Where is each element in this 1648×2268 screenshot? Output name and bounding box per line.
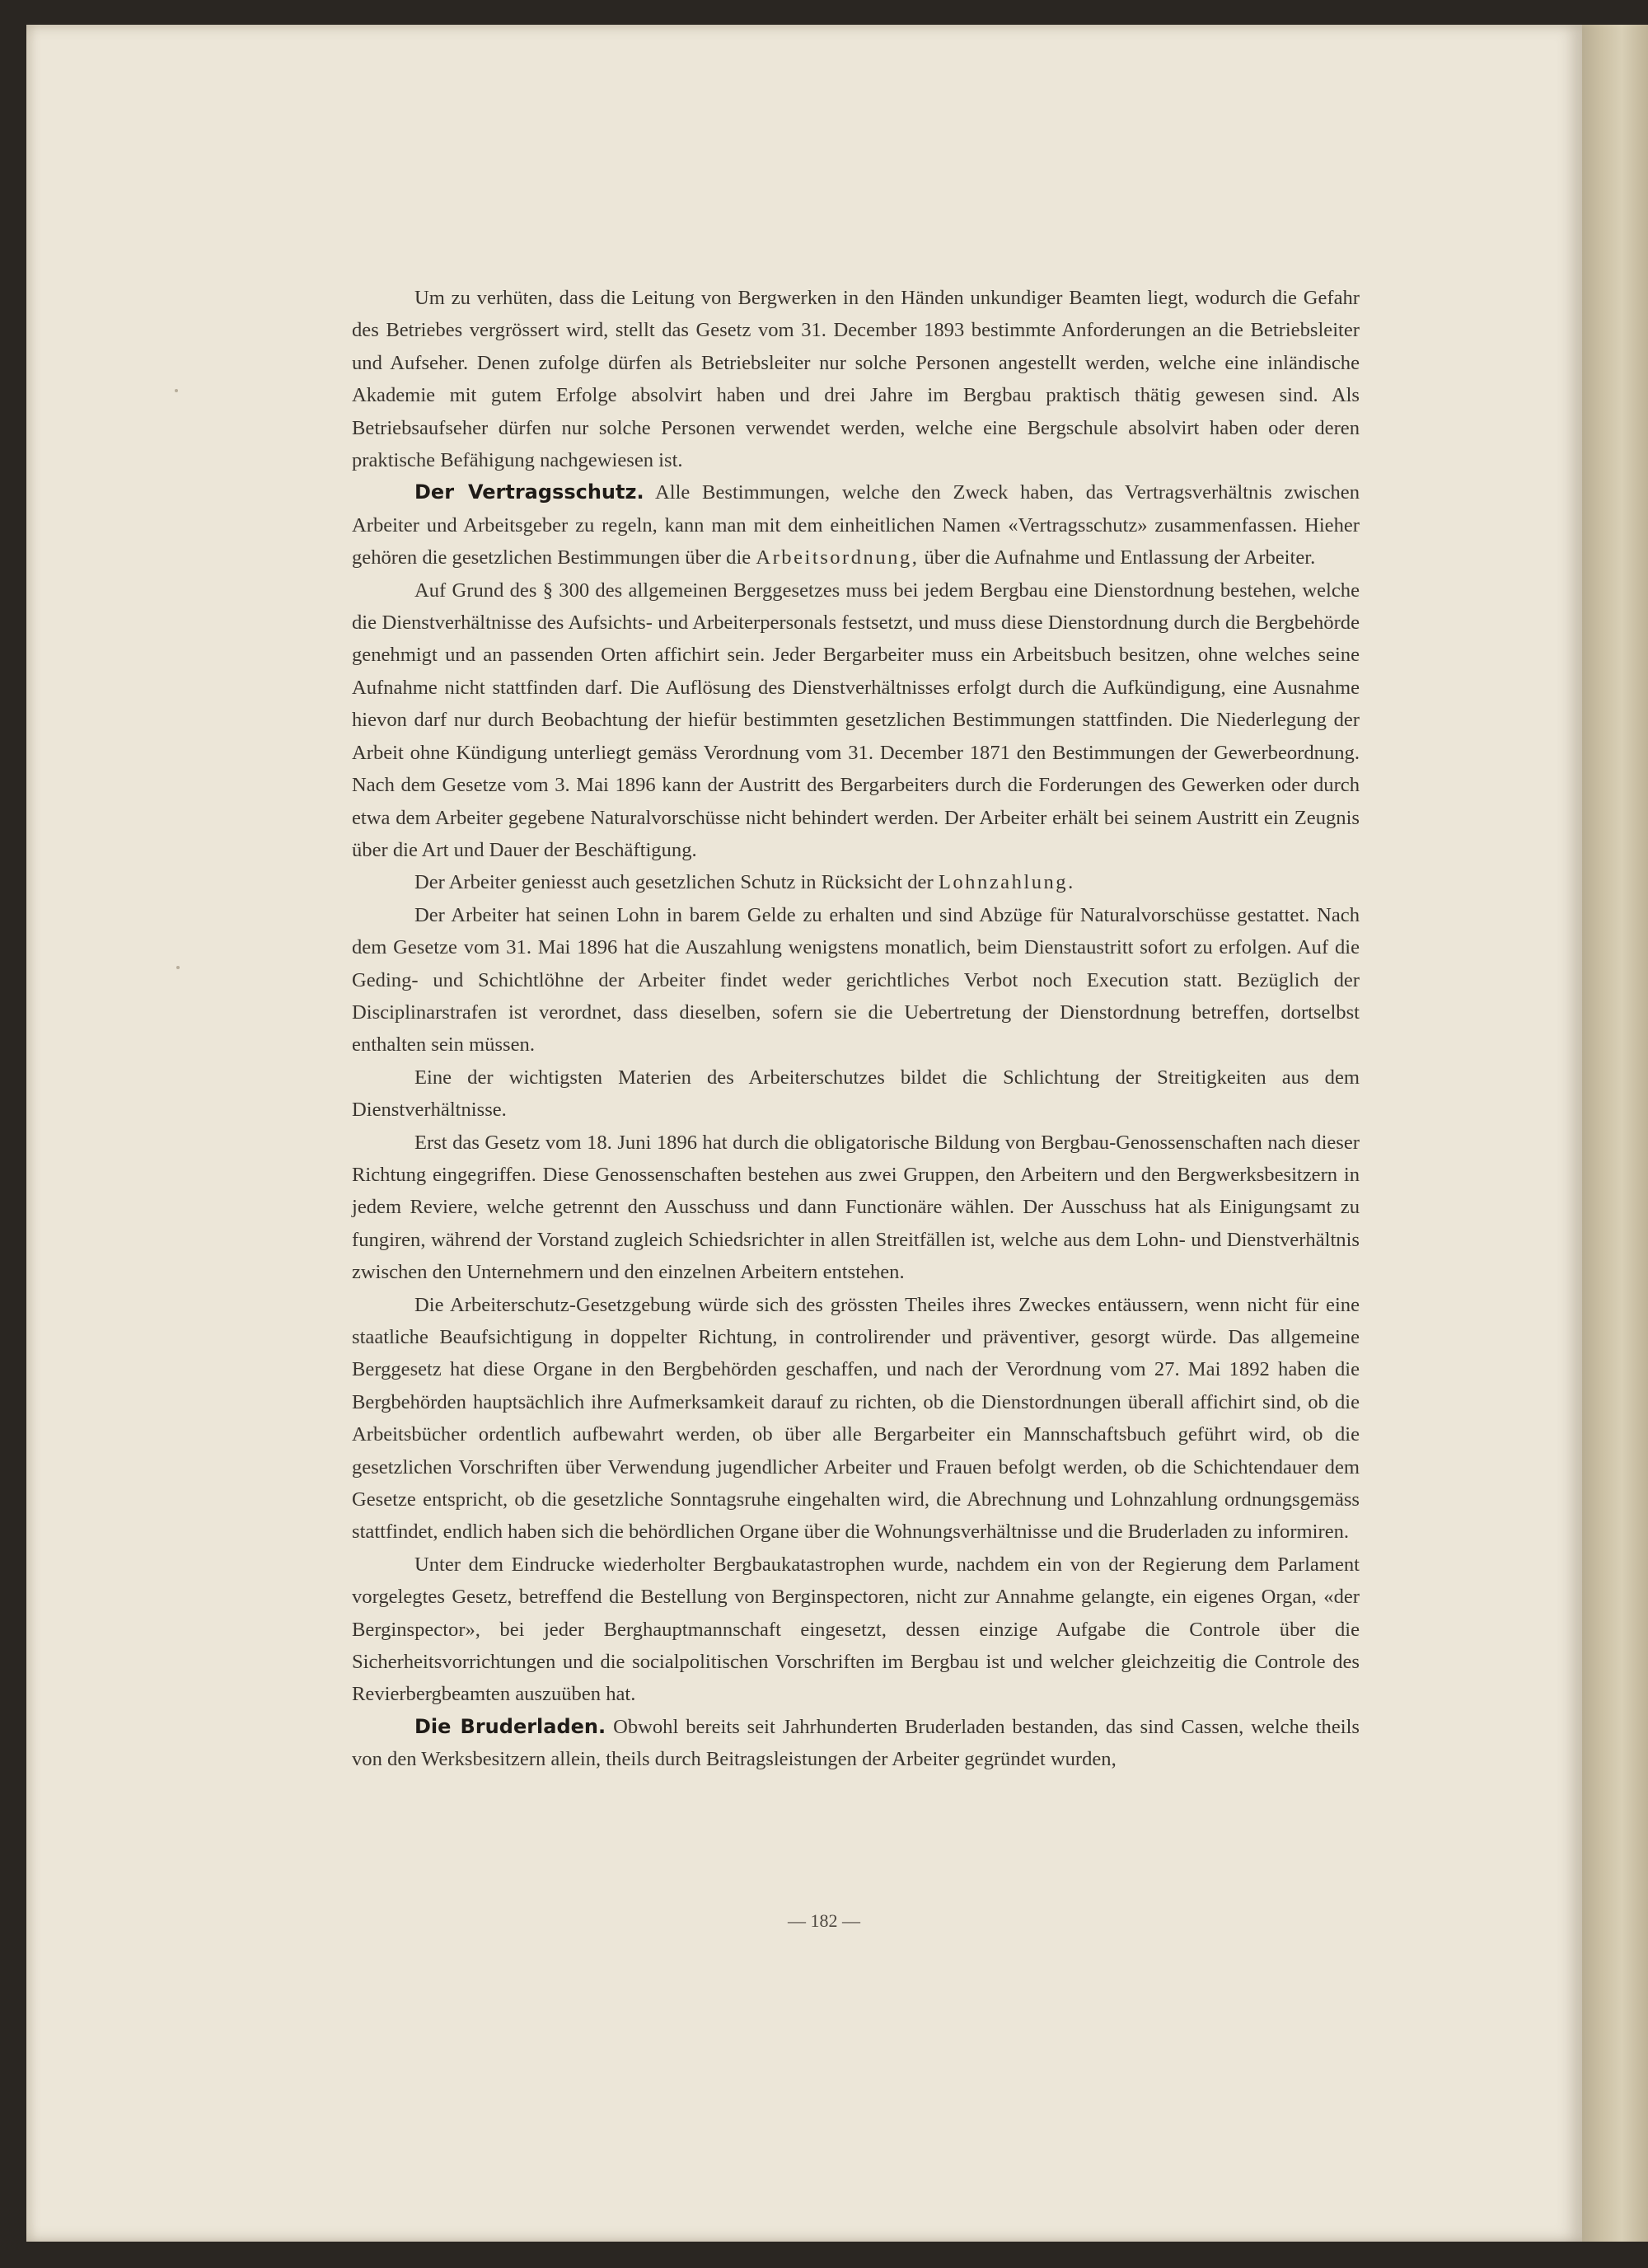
paragraph-berginspector: Unter dem Eindrucke wiederholter Bergbaukatastrophen wurde, nachdem ein von der Regierung dem Parlament vorgelegtes Gesetz, betreffend die Bestellung von Berginspectoren, nicht zur Annahme gelangte, ein eigenes Organ, «der Berginspector», bei jeder Berghauptmannschaft eingesetzt, dessen einzige Aufgabe die Controle über die Sicherheitsvorrichtungen und die socialpolitischen Vorschriften im Bergbau ist und welcher gleichzeitig die Controle des Revierbergbeamten auszuüben hat. <box>352 1553 1360 1706</box>
paragraph-beaufsichtigung: Die Arbeiterschutz-Gesetzgebung würde sich des grössten Theiles ihres Zweckes entäussern, wenn nicht für eine staatliche Beaufsichtigung in doppelter Richtung, in controlirender und präventiver, gesorgt würde. Das allgemeine Berggesetz hat diese Organe in den Bergbehörden geschaffen, und nach der Verordnung vom 27. Mai 1892 haben die Bergbehörden hauptsächlich ihre Aufmerksamkeit darauf zu richten, ob die Dienstordnungen überall affichirt sind, ob die Arbeitsbücher ordentlich aufbewahrt werden, ob über alle Bergarbeiter ein Mannschaftsbuch geführt wird, ob die gesetzlichen Vorschriften über Verwendung jugendlicher Arbeiter und Frauen befolgt werden, ob die Schichtendauer dem Gesetze entspricht, ob die gesetzliche Sonntagsruhe eingehalten wird, die Abrechnung und Lohnzahlung ordnungsgemäss stattfindet, endlich haben sich die behördlichen Organe über die Wohnungsverhältnisse und die Bruderladen zu informiren. <box>352 1293 1360 1544</box>
paragraph-bruderladen <box>352 1711 1360 1776</box>
emphasis-lohnzahlung: Lohnzahlung. <box>938 871 1075 894</box>
heading-vertragsschutz: Der Vertragsschutz. <box>414 480 644 504</box>
paper-speck <box>175 389 178 392</box>
paragraph-genossenschaften: Erst das Gesetz vom 18. Juni 1896 hat durch die obligatorische Bildung von Bergbau-Genossenschaften nach dieser Richtung eingegriffen. Diese Genossenschaften bestehen aus zwei Gruppen, den Arbeitern und den Bergwerksbesitzern in jedem Reviere, welche getrennt den Ausschuss und dann Functionäre wählen. Der Ausschuss hat als Einigungsamt zu fungiren, während der Vorstand zugleich Schiedsrichter in allen Streitfällen ist, welche aus dem Lohn- und Dienstverhältnis zwischen den Unternehmern und den einzelnen Arbeitern entstehen. <box>352 1131 1360 1284</box>
text-vertragsschutz: Alle Bestimmungen, welche den Zweck haben, das Vertragsverhältnis zwischen Arbeiter und Arbeitsgeber zu regeln, kann man mit dem einheitlichen Namen «Vertragsschutz» zusammenfassen. Hieher gehören die gesetzlichen Bestimmungen über die <box>352 481 1360 569</box>
paragraph-lohnschutz <box>352 866 1360 898</box>
book-spine-edge <box>1582 25 1648 2242</box>
text-bruderladen: Obwohl bereits seit Jahrhunderten Bruderladen bestanden, das sind Cassen, welche theils von den Werksbesitzern allein, theils durch Beitragsleistungen der Arbeiter gegründet wurden, <box>352 1715 1360 1771</box>
paragraph-dienstordnung: Auf Grund des § 300 des allgemeinen Berggesetzes muss bei jedem Bergbau eine Dienstordnung bestehen, welche die Dienstverhältnisse des Aufsichts- und Arbeiterpersonals festsetzt, und muss diese Dienstordnung durch die Bergbehörde genehmigt und an passenden Orten affichirt sein. Jeder Bergarbeiter muss ein Arbeitsbuch besitzen, ohne welches seine Aufnahme nicht stattfinden darf. Die Auflösung des Dienstverhältnisses erfolgt durch die Aufkündigung, eine Ausnahme hievon darf nur durch Beobachtung der hiefür bestimmten gesetzlichen Bestimmungen stattfinden. Die Niederlegung der Arbeit ohne Kündigung unterliegt gemäss Verordnung vom 31. December 1871 den Bestimmungen der Gewerbeordnung. Nach dem Gesetze vom 3. Mai 1896 kann der Austritt des Bergarbeiters durch die Forderungen des Gewerken oder durch etwa dem Arbeiter gegebene Naturalvorschüsse nicht behindert werden. Der Arbeiter erhält bei seinem Austritt ein Zeugnis über die Art und Dauer der Beschäftigung. <box>352 579 1360 861</box>
body-text <box>352 282 1360 1776</box>
paper-speck <box>176 966 180 969</box>
text-vertragsschutz-end: über die Aufnahme und Entlassung der Arbeiter. <box>924 546 1316 569</box>
text-lohnschutz: Der Arbeiter geniesst auch gesetzlichen Schutz in Rücksicht der <box>414 871 934 894</box>
emphasis-arbeitsordnung: Arbeitsordnung, <box>756 546 920 569</box>
heading-bruderladen: Die Bruderladen. <box>414 1714 606 1738</box>
page-number: — 182 — <box>788 1910 860 1931</box>
paragraph-lohn: Der Arbeiter hat seinen Lohn in barem Gelde zu erhalten und sind Abzüge für Naturalvorschüsse gestattet. Nach dem Gesetze vom 31. Mai 1896 hat die Auszahlung wenigstens monatlich, beim Dienstaustritt sofort zu erfolgen. Auf die Geding- und Schichtlöhne der Arbeiter findet weder gerichtliches Verbot noch Execution statt. Bezüglich der Disciplinarstrafen ist verordnet, dass dieselben, sofern sie die Uebertretung der Dienstordnung betreffen, dortselbst enthalten sein müssen. <box>352 903 1360 1057</box>
paragraph-streitigkeiten: Eine der wichtigsten Materien des Arbeiterschutzes bildet die Schlichtung der Streitigkeiten aus dem Dienstverhältnisse. <box>352 1066 1360 1122</box>
paragraph-vertragsschutz <box>352 476 1360 574</box>
paragraph-betriebsleiter: Um zu verhüten, dass die Leitung von Bergwerken in den Händen unkundiger Beamten liegt, wodurch die Gefahr des Betriebes vergrössert wird, stellt das Gesetz vom 31. December 1893 bestimmte Anforderungen an die Betriebsleiter und Aufseher. Denen zufolge dürfen als Betriebsleiter nur solche Personen angestellt werden, welche eine inländische Akademie mit gutem Erfolge absolvirt haben und drei Jahre im Bergbau praktisch thätig gewesen sind. Als Betriebsaufseher dürfen nur solche Personen verwendet werden, welche eine Bergschule absolvirt haben oder deren praktische Befähigung nachgewiesen ist. <box>352 287 1360 472</box>
